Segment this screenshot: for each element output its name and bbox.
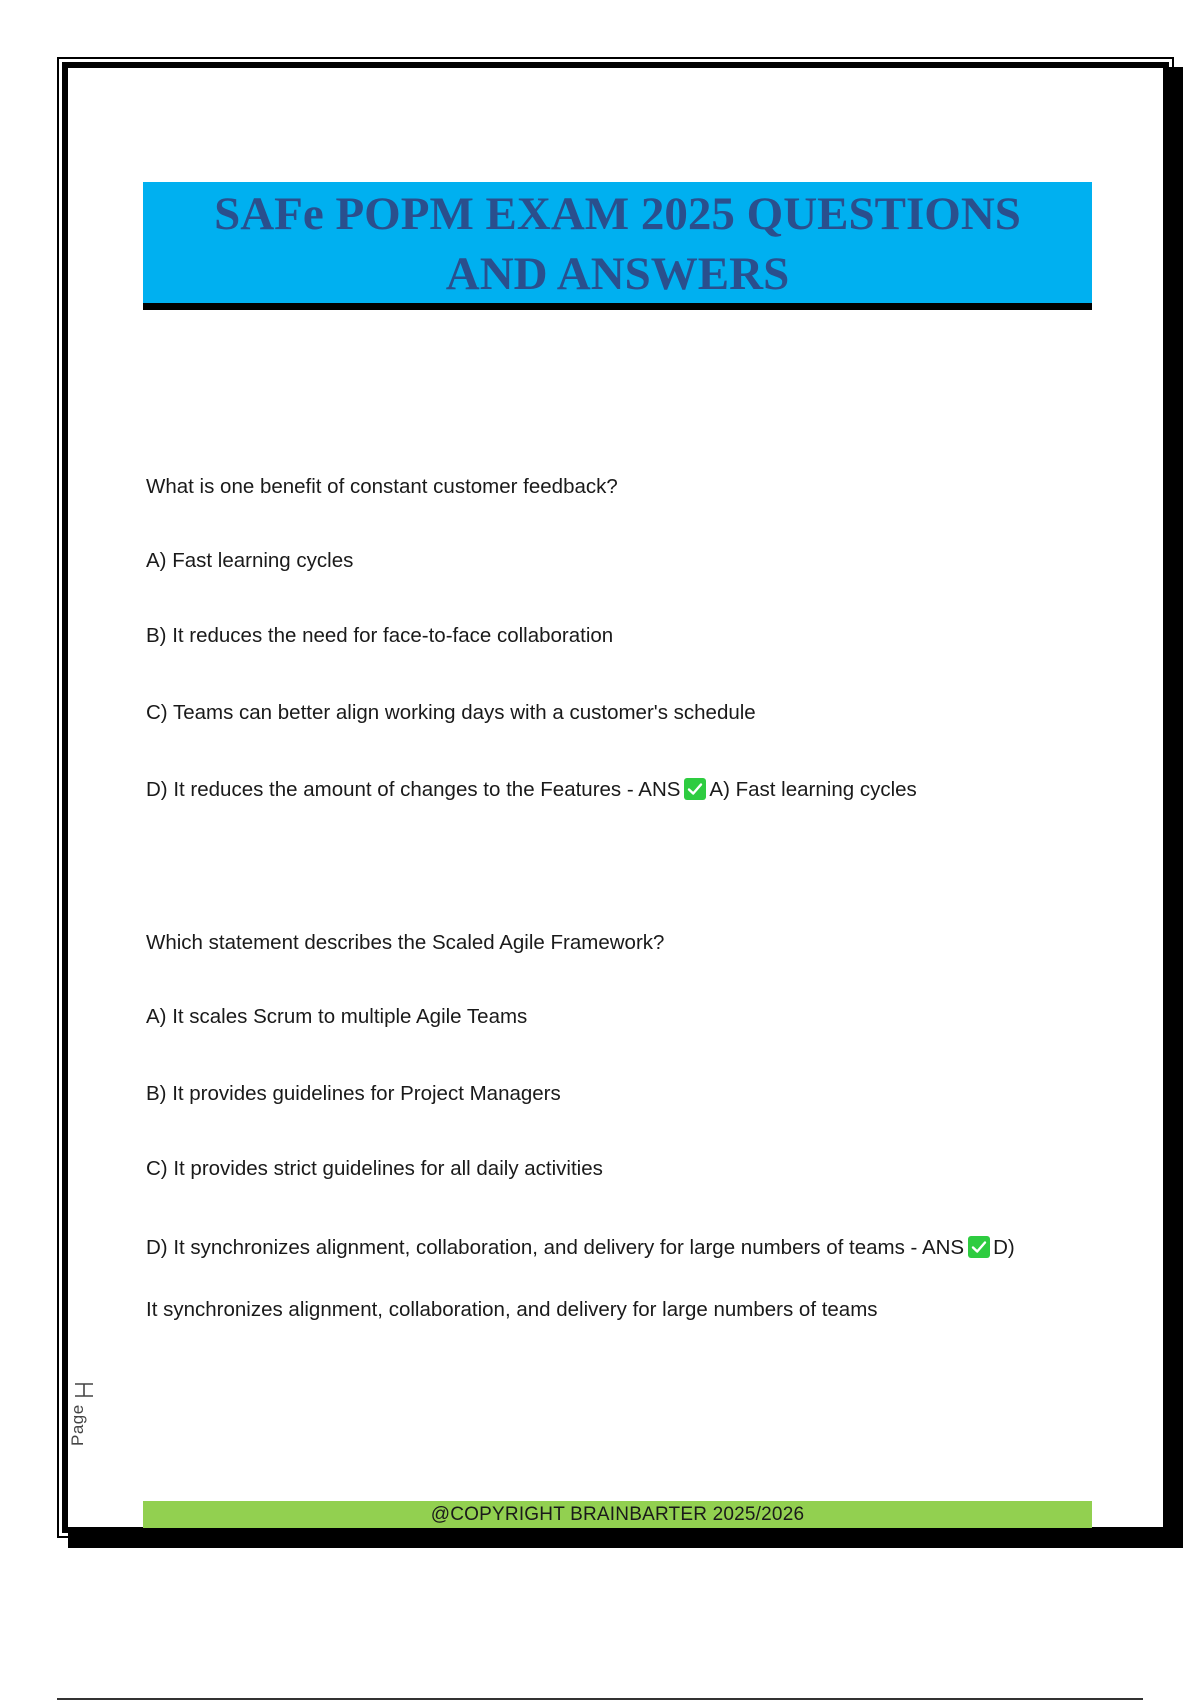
footer-bar xyxy=(143,1501,1092,1528)
question-1-option-a: A) Fast learning cycles xyxy=(146,549,354,572)
question-2-option-b: B) It provides guidelines for Project Managers xyxy=(146,1082,561,1105)
question-2-answer-prefix: D) xyxy=(993,1236,1015,1259)
page-number xyxy=(74,1382,94,1402)
question-2-option-d: D) It synchronizes alignment, collaboration, and delivery for large numbers of teams - ANS xyxy=(146,1236,965,1259)
page-label xyxy=(64,1400,94,1460)
question-2-answer: It synchronizes alignment, collaboration, and delivery for large numbers of teams xyxy=(146,1298,878,1321)
footer-copyright: @COPYRIGHT BRAINBARTER 2025/2026 xyxy=(430,1503,805,1525)
question-2-option-c: C) It provides strict guidelines for all daily activities xyxy=(146,1157,603,1180)
title-banner xyxy=(143,182,1092,310)
question-2-option-d-line xyxy=(146,1235,1015,1261)
question-1-option-d-line xyxy=(146,777,917,803)
question-2-option-a: A) It scales Scrum to multiple Agile Teams xyxy=(146,1005,528,1028)
question-1-text: What is one benefit of constant customer feedback? xyxy=(146,475,618,498)
page-title: SAFe POPM EXAM 2025 QUESTIONS AND ANSWERS xyxy=(214,187,1021,300)
question-1-option-b: B) It reduces the need for face-to-face collaboration xyxy=(146,624,614,647)
page-label-text: Page xyxy=(68,1404,87,1446)
check-mark-icon xyxy=(968,1236,990,1258)
question-1-option-c: C) Teams can better align working days with a customer's schedule xyxy=(146,701,756,724)
check-mark-icon xyxy=(684,778,706,800)
question-1-answer: A) Fast learning cycles xyxy=(709,778,917,801)
question-2-text: Which statement describes the Scaled Agile Framework? xyxy=(146,931,665,954)
question-1-option-d: D) It reduces the amount of changes to the Features - ANS xyxy=(146,778,681,801)
